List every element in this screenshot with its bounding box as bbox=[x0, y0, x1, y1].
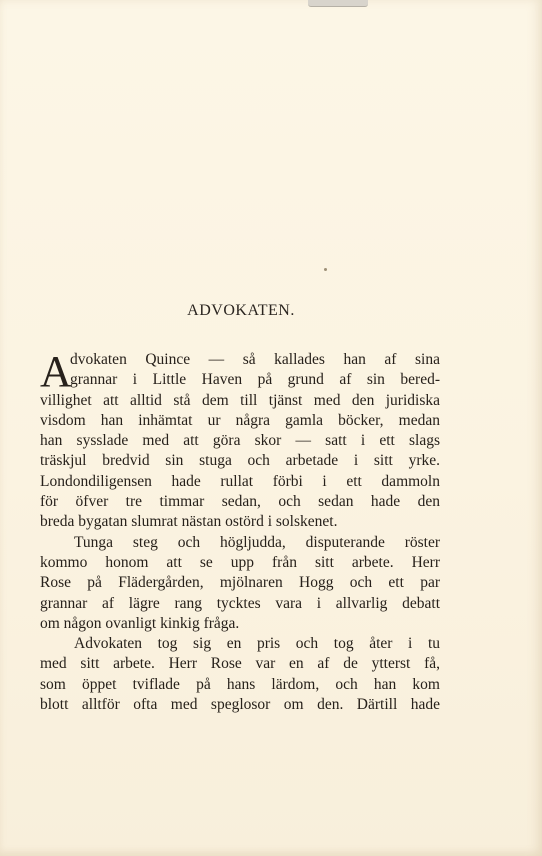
text-line: Advokaten tog sig en pris och tog åter i tu bbox=[74, 635, 440, 653]
text-line: kommo honom att se upp från sitt arbete. Herr bbox=[40, 553, 440, 571]
text-line: han sysslade med att göra skor — satt i ett slags bbox=[40, 432, 440, 450]
text-line: villighet att alltid stå dem till tjänst med den juridiska bbox=[40, 391, 440, 409]
drop-cap: A bbox=[40, 347, 72, 396]
page-tab bbox=[308, 0, 368, 7]
text-line: Londondiligensen hade rullat förbi i ett dammoln bbox=[40, 472, 440, 490]
text-line: Rose på Flädergården, mjölnaren Hogg och ett par bbox=[40, 574, 440, 592]
text-line: Tunga steg och högljudda, disputerande röster bbox=[74, 533, 440, 551]
text-line: om någon ovanligt kinkig fråga. bbox=[40, 614, 240, 632]
text-line: med sitt arbete. Herr Rose var en af de ytterst få, bbox=[40, 655, 440, 673]
body-text bbox=[40, 347, 440, 715]
paper-speck bbox=[324, 268, 327, 271]
text-line: som öppet tviflade på hans lärdom, och han kom bbox=[40, 675, 440, 693]
text-line: träskjul bredvid sin stuga och arbetade i sitt yrke. bbox=[40, 452, 440, 470]
text-line: visdom han inhämtat ur några gamla böcker, medan bbox=[40, 411, 440, 429]
text-line: blott alltför ofta med speglosor om den. Därtill hade bbox=[40, 696, 440, 714]
chapter-title: ADVOKATEN. bbox=[187, 302, 295, 319]
text-line: grannar af lägre rang tycktes vara i allvarlig debatt bbox=[40, 594, 440, 612]
text-line: för öfver tre timmar sedan, och sedan hade den bbox=[40, 493, 440, 511]
text-line: breda bygatan slumrat nästan ostörd i solskenet. bbox=[40, 513, 338, 531]
text-line: dvokaten Quince — så kallades han af sina bbox=[70, 351, 440, 368]
text-line: grannar i Little Haven på grund af sin bered- bbox=[70, 371, 440, 389]
